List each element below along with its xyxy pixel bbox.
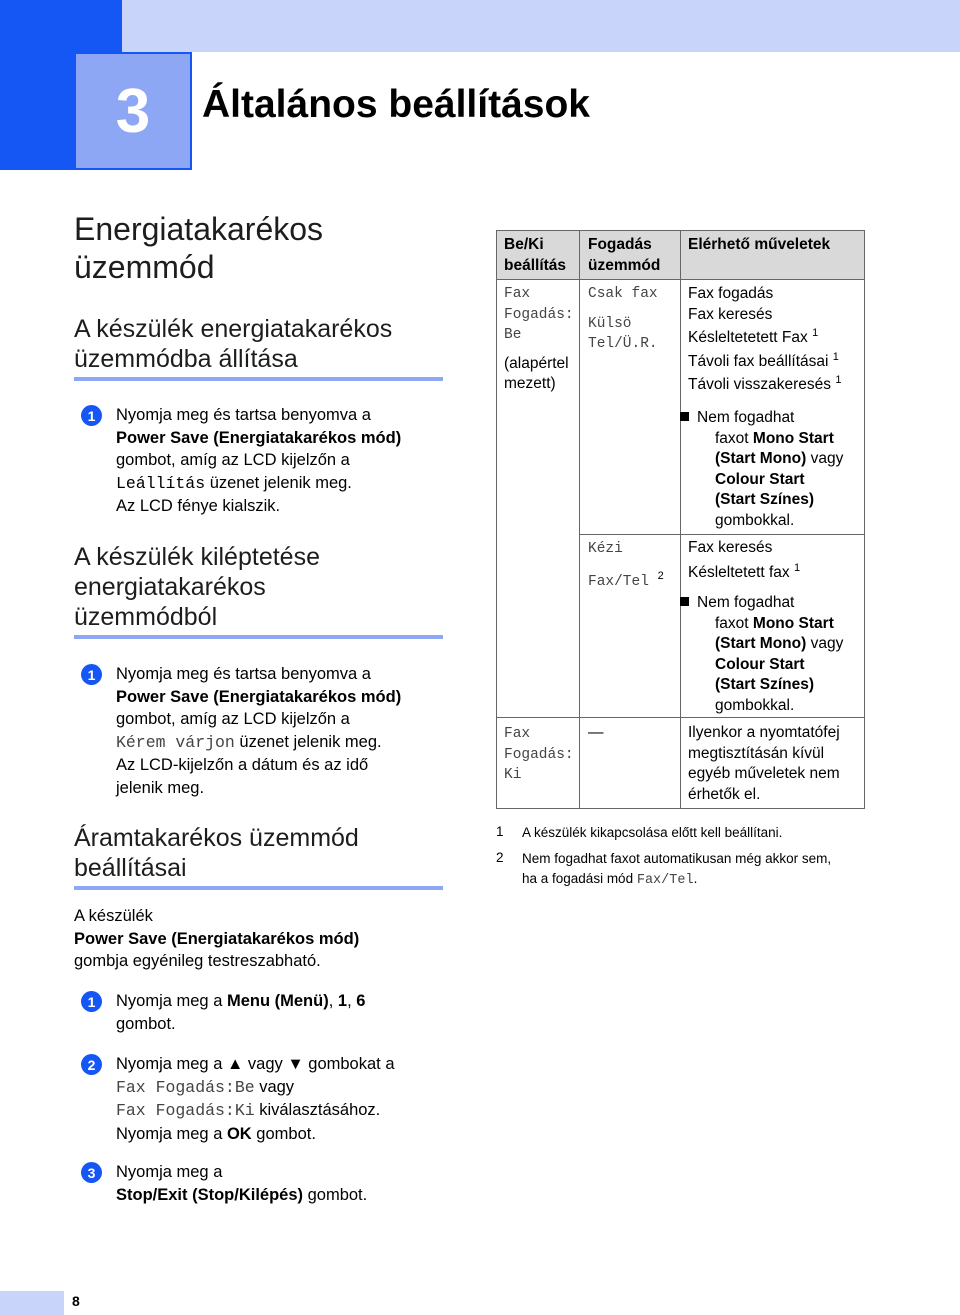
page-number: 8 xyxy=(72,1293,80,1309)
lcd-option: Fax Fogadás:Be xyxy=(116,1077,255,1097)
lcd-option: Fax Fogadás:Ki xyxy=(116,1101,255,1120)
lcd-message: Leállítás xyxy=(116,473,206,493)
table-cell-ops: Fax fogadás Fax keresés Késleltetetett Fax $^1$ Távoli fax beállításai $^1$ Távoli visszakeresés $^1$ xyxy=(688,285,842,393)
up-arrow-icon: ▲ xyxy=(226,1055,244,1073)
table-cell-modes: Csak fax Külsö Tel/Ü.R. xyxy=(588,286,658,352)
header-band xyxy=(0,0,960,52)
step-stop-exit: Nyomja meg a Stop/Exit (Stop/Kilépés) gombot. xyxy=(116,1163,368,1204)
subsection-title-settings: Áramtakarékos üzemmód beállításai xyxy=(74,824,359,882)
table-cell-fax-off: Fax Fogadás: Ki xyxy=(504,726,574,783)
step-badge: 1 xyxy=(81,405,102,426)
table-header-mode: Fogadás üzemmód xyxy=(588,236,661,274)
table-cell-dash: — xyxy=(588,724,604,741)
table-note: Nem fogadhat faxot Mono Start (Start Mono) vagy Colour Start (Start Színes) gombokkal. xyxy=(698,593,863,716)
step-badge: 1 xyxy=(81,664,102,685)
step-select-option: Nyomja meg a ▲ vagy ▼ gombokat a Fax Fogadás:Be vagy Fax Fogadás:Ki kiválasztásához. Nyomja meg a OK gombot. xyxy=(116,1055,395,1143)
table-note: Nem fogadhat faxot Mono Start (Start Mono) vagy Colour Start (Start Színes) gombokkal. xyxy=(698,408,863,531)
subsection-rule xyxy=(74,886,443,890)
step-badge: 3 xyxy=(81,1162,102,1183)
page-number-band xyxy=(0,1291,64,1315)
down-arrow-icon: ▼ xyxy=(287,1055,304,1073)
table-cell-ops: Ilyenkor a nyomtatófej megtisztításán kívül egyéb műveletek nem érhetők el. xyxy=(688,724,840,803)
table-cell-modes: Kézi Fax/Tel $^2$ xyxy=(588,541,664,590)
section-title: Energiatakarékos üzemmód xyxy=(74,211,324,285)
table-cell-fax-on: Fax Fogadás: Be (alapértel mezett) xyxy=(504,286,574,392)
chapter-number: 3 xyxy=(74,52,192,170)
chapter-title: Általános beállítások xyxy=(202,83,590,126)
footnote-2: Nem fogadhat faxot automatikusan még akkor sem, ha a fogadási mód Fax/Tel. xyxy=(522,851,832,888)
step-exit-power-save: Nyomja meg és tartsa benyomva a Power Save (Energiatakarékos mód) gombot, amíg az LCD kijelzőn a Kérem várjon üzenet jelenik meg. Az LCD-kijelzőn a dátum és az idő jelenik meg. xyxy=(116,665,402,797)
step-badge: 2 xyxy=(81,1054,102,1075)
table-cell-ops: Fax keresés Késleltetett fax $^1$ xyxy=(688,539,801,581)
step-badge: 1 xyxy=(81,991,102,1012)
lcd-message: Kérem várjon xyxy=(116,732,235,752)
receive-mode-table xyxy=(496,230,865,809)
footnote-1: A készülék kikapcsolása előtt kell beállítani. xyxy=(522,825,783,840)
bullet-square-icon xyxy=(680,597,689,606)
footnote-mark: 1 xyxy=(496,824,504,839)
subsection-rule xyxy=(74,635,443,639)
subsection-title-exit: A készülék kiléptetése energiatakarékos üzemmódból xyxy=(74,543,320,631)
table-header-onoff: Be/Ki beállítás xyxy=(504,236,567,274)
table-header-ops: Elérhető műveletek xyxy=(688,236,831,253)
settings-intro: A készülék Power Save (Energiatakarékos mód) gombja egyénileg testreszabható. xyxy=(74,907,360,970)
subsection-title-enter: A készülék energiatakarékos üzemmódba állítása xyxy=(74,315,393,373)
bullet-square-icon xyxy=(680,412,689,421)
step-enter-power-save: Nyomja meg és tartsa benyomva a Power Save (Energiatakarékos mód) gombot, amíg az LCD kijelzőn a Leállítás üzenet jelenik meg. Az LCD fénye kialszik. xyxy=(116,406,402,515)
subsection-rule xyxy=(74,377,443,381)
step-open-menu: Nyomja meg a Menu (Menü), 1, 6 gombot. xyxy=(116,992,366,1033)
footnote-mark: 2 xyxy=(496,850,504,865)
